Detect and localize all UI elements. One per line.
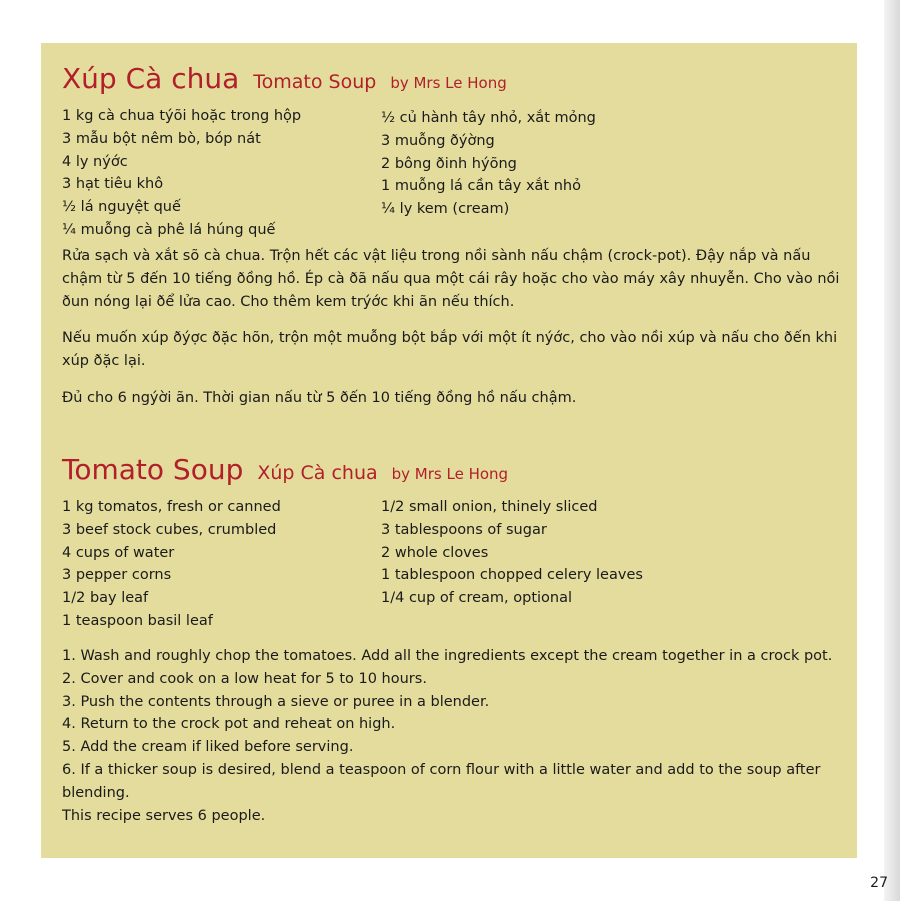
instruction-step: 1. Wash and roughly chop the tomatoes. Add all the ingredients except the cream together in a crock pot. xyxy=(62,648,833,664)
instruction-step: 4. Return to the crock pot and reheat on high. xyxy=(62,716,396,733)
recipe-title-line xyxy=(62,453,842,486)
ingredients xyxy=(62,496,842,645)
ingredient-item: 3 tablespoons of sugar xyxy=(381,521,547,538)
ingredients-left-column xyxy=(62,105,301,242)
ingredient-item: ½ lá nguyệt quế xyxy=(62,199,181,216)
recipe-title: Xúp Cà chua xyxy=(62,62,240,95)
ingredient-item: 2 whole cloves xyxy=(381,544,489,561)
recipe-author: by Mrs Le Hong xyxy=(390,74,507,92)
recipe-english xyxy=(62,453,842,827)
instruction-steps xyxy=(62,645,842,827)
instruction-paragraph: Rửa sạch và xắt sõ cà chua. Trộn hết các vật liệu trong nồi sành nấu chậm (crock-pot). Đậy nắp và nấu chậm từ 5 đến 10 tiếng ðồng hồ. Ép cà ðã nấu qua một cái rây hoặc cho vào máy xây nhuyễn. Cho vào nồi ðun nóng lại ðể lửa cao. Cho thêm kem trýớc khi ãn nếu thích. xyxy=(62,248,840,310)
instruction-paragraph: Ðủ cho 6 ngýời ãn. Thời gian nấu từ 5 ðến 10 tiếng ðồng hồ nấu chậm. xyxy=(62,389,577,406)
ingredient-item: 2 bông ðinh hýõng xyxy=(381,155,517,172)
recipe-subtitle: Xúp Cà chua xyxy=(257,462,378,484)
recipe-subtitle: Tomato Soup xyxy=(253,71,377,93)
ingredients-right-column xyxy=(381,496,643,610)
recipe-title: Tomato Soup xyxy=(62,453,244,486)
ingredient-item: 3 muỗng ðýờng xyxy=(381,132,495,149)
instruction-paragraph: Nếu muốn xúp ðýợc ðặc hõn, trộn một muỗng bột bắp với một ít nýớc, cho vào nồi xúp và nấu cho ðến khi xúp ðặc lại. xyxy=(62,330,838,370)
ingredients-left-column xyxy=(62,496,281,633)
ingredient-item: 1/2 bay leaf xyxy=(62,590,149,607)
recipe-panel xyxy=(41,43,857,858)
page-number: 27 xyxy=(870,875,888,891)
ingredient-item: 3 hạt tiêu khô xyxy=(62,176,164,193)
servings-note: This recipe serves 6 people. xyxy=(62,807,266,824)
instruction-step: 5. Add the cream if liked before serving. xyxy=(62,739,354,756)
ingredient-item: 1 tablespoon chopped celery leaves xyxy=(381,567,643,584)
ingredient-item: 3 pepper corns xyxy=(62,567,172,584)
instruction-step: 3. Push the contents through a sieve or puree in a blender. xyxy=(62,693,490,710)
ingredients xyxy=(62,105,842,245)
ingredient-item: 4 ly nýớc xyxy=(62,153,128,170)
ingredient-item: 1 kg cà chua týõi hoặc trong hộp xyxy=(62,108,302,124)
ingredient-item: 1 muỗng lá cần tây xắt nhỏ xyxy=(381,178,581,195)
ingredient-item: 3 beef stock cubes, crumbled xyxy=(62,521,277,538)
ingredients-right-column xyxy=(381,107,596,221)
ingredient-item: ¼ ly kem (cream) xyxy=(381,201,510,218)
page-edge-shadow xyxy=(884,0,900,901)
ingredient-item: 1/2 small onion, thinely sliced xyxy=(381,499,598,515)
ingredient-item: 3 mẫu bột nêm bò, bóp nát xyxy=(62,130,261,147)
instruction-step: 6. If a thicker soup is desired, blend a teaspoon of corn flour with a little water and add to the soup after blending. xyxy=(62,761,821,801)
recipe-author: by Mrs Le Hong xyxy=(391,465,509,483)
recipe-vietnamese xyxy=(62,62,842,424)
ingredient-item: 1 kg tomatos, fresh or canned xyxy=(62,499,281,515)
ingredient-item: ½ củ hành tây nhỏ, xắt mỏng xyxy=(381,110,596,126)
instruction-step: 2. Cover and cook on a low heat for 5 to 10 hours. xyxy=(62,670,427,687)
ingredient-item: ¼ muỗng cà phê lá húng quế xyxy=(62,221,276,238)
ingredient-item: 4 cups of water xyxy=(62,544,175,561)
ingredient-item: 1 teaspoon basil leaf xyxy=(62,612,213,629)
ingredient-item: 1/4 cup of cream, optional xyxy=(381,590,573,607)
recipe-title-line xyxy=(62,62,842,95)
